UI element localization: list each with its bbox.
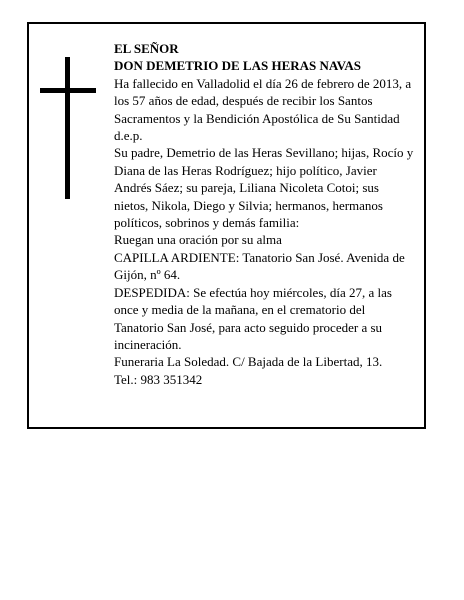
cross-horizontal-bar xyxy=(40,88,96,93)
deceased-name: DON DEMETRIO DE LAS HERAS NAVAS xyxy=(114,58,361,74)
dep-abbreviation: d.e.p. xyxy=(114,128,143,144)
heading-title: EL SEÑOR xyxy=(114,41,179,56)
chapel-info: CAPILLA ARDIENTE: Tanatorio San José. Avenida de Gijón, nº 64. xyxy=(114,249,405,283)
obituary-notice xyxy=(27,22,426,429)
death-announcement: Ha fallecido en Valladolid el día 26 de febrero de 2013, a los 57 años de edad, después de recibir los Santos Sacramentos y la Bendición Apostólica de Su Santidad xyxy=(114,75,412,126)
obituary-text xyxy=(114,40,414,388)
phone-number: Tel.: 983 351342 xyxy=(114,371,203,387)
farewell-info: DESPEDIDA: Se efectúa hoy miércoles, día 27, a las once y media de la mañana, en el crematorio del Tanatorio San José, para acto seguido proceder a su incineración. xyxy=(114,284,392,352)
prayer-request: Ruegan una oración por su alma xyxy=(114,232,282,248)
cross-icon xyxy=(40,57,96,199)
cross-vertical-bar xyxy=(65,57,70,199)
funeral-home: Funeraria La Soledad. C/ Bajada de la Libertad, 13. xyxy=(114,354,383,370)
family-list: Su padre, Demetrio de las Heras Sevillano; hijas, Rocío y Diana de las Heras Rodríguez; hijo político, Javier Andrés Sáez; su pareja, Liliana Nicoleta Cotoi; sus nietos, Nikola, Diego y Silvia; hermanos, hermanos políticos, sobrinos y demás familia: xyxy=(114,145,414,231)
